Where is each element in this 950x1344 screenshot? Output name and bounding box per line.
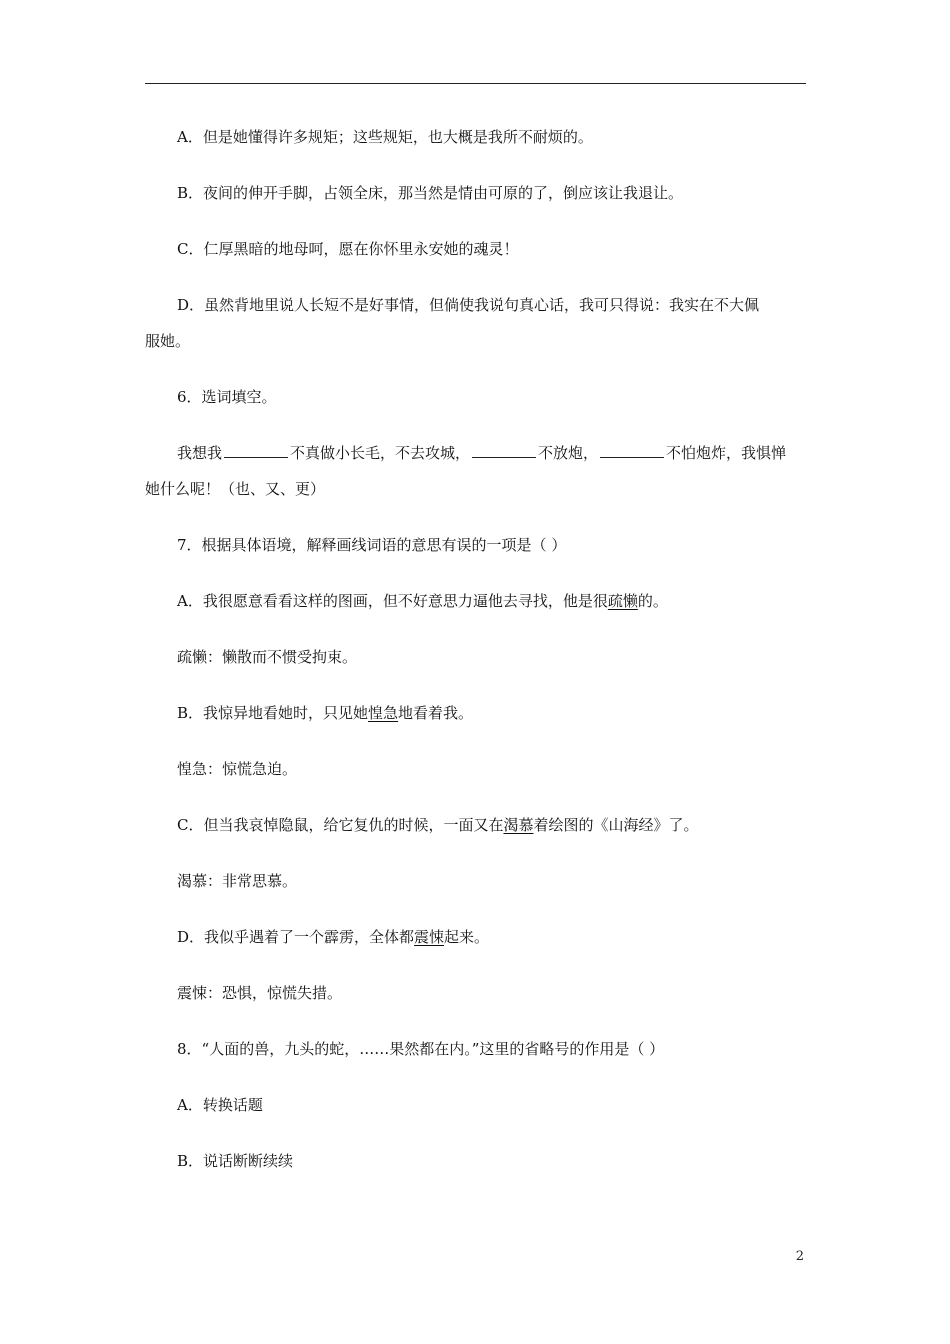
q5-option-d: D．虽然背地里说人长短不是好事情，但倘使我说句真心话，我可只得说：我实在不大佩 — [177, 296, 760, 314]
q7-a-underlined: 疏懒 — [607, 592, 638, 610]
q7-a-definition: 疏懒：懒散而不惯受拘束。 — [177, 648, 358, 666]
q6-blank-3[interactable] — [600, 443, 664, 458]
q7-b-text-end: 地看着我。 — [398, 704, 474, 722]
q7-c-text-end: 着绘图的《山海经》了。 — [533, 816, 699, 834]
q7-option-d — [177, 927, 810, 947]
q5-option-c: C．仁厚黑暗的地母呵，愿在你怀里永安她的魂灵！ — [177, 240, 519, 258]
q5-option-d-cont: 服她。 — [145, 332, 191, 350]
q8-title: 8．“人面的兽，九头的蛇，……果然都在内。”这里的省略号的作用是（ ） — [177, 1040, 665, 1058]
q5-option-a: A．但是她懂得许多规矩；这些规矩，也大概是我所不耐烦的。 — [177, 128, 593, 146]
q6-part-2: 不真做小长毛，不去攻城， — [290, 444, 471, 462]
q6-blank-2[interactable] — [472, 443, 536, 458]
q7-b-underlined: 惶急 — [368, 704, 399, 722]
q7-d-definition: 震悚：恐惧，惊慌失措。 — [177, 984, 343, 1002]
q7-option-c — [177, 815, 810, 835]
q7-c-text: C．但当我哀悼隐鼠，给它复仇的时候，一面又在 — [177, 816, 504, 834]
q7-d-text: D．我似乎遇着了一个霹雳，全体都 — [177, 928, 415, 946]
q8-option-b: B．说话断断续续 — [177, 1152, 294, 1170]
q5-option-b: B．夜间的伸开手脚，占领全床，那当然是情由可原的了，倒应该让我退让。 — [177, 184, 684, 202]
q6-part-3: 不放炮， — [538, 444, 599, 462]
q7-d-underlined: 震悚 — [414, 928, 445, 946]
q6-part-4: 不怕炮炸，我惧惮 — [666, 444, 787, 462]
q6-part-1: 我想我 — [177, 444, 223, 462]
q7-b-definition: 惶急：惊慌急迫。 — [177, 760, 298, 778]
q7-title: 7．根据具体语境，解释画线词语的意思有误的一项是（ ） — [177, 536, 567, 554]
header-rule — [145, 83, 806, 84]
q6-sentence — [177, 443, 810, 463]
q6-blank-1[interactable] — [224, 443, 288, 458]
q7-a-text-end: 的。 — [637, 592, 668, 610]
q7-b-text: B．我惊异地看她时，只见她 — [177, 704, 369, 722]
q7-a-text: A．我很愿意看看这样的图画，但不好意思力逼他去寻找，他是很 — [177, 592, 608, 610]
q7-option-a — [177, 591, 810, 611]
q8-option-a: A．转换话题 — [177, 1096, 263, 1114]
q7-c-underlined: 渴慕 — [503, 816, 534, 834]
q7-option-b — [177, 703, 810, 723]
q6-title: 6．选词填空。 — [177, 388, 277, 406]
page-number: 2 — [795, 1249, 804, 1264]
q7-d-text-end: 起来。 — [444, 928, 490, 946]
q6-sentence-cont: 她什么呢！（也、又、更） — [145, 480, 326, 498]
q7-c-definition: 渴慕：非常思慕。 — [177, 872, 298, 890]
